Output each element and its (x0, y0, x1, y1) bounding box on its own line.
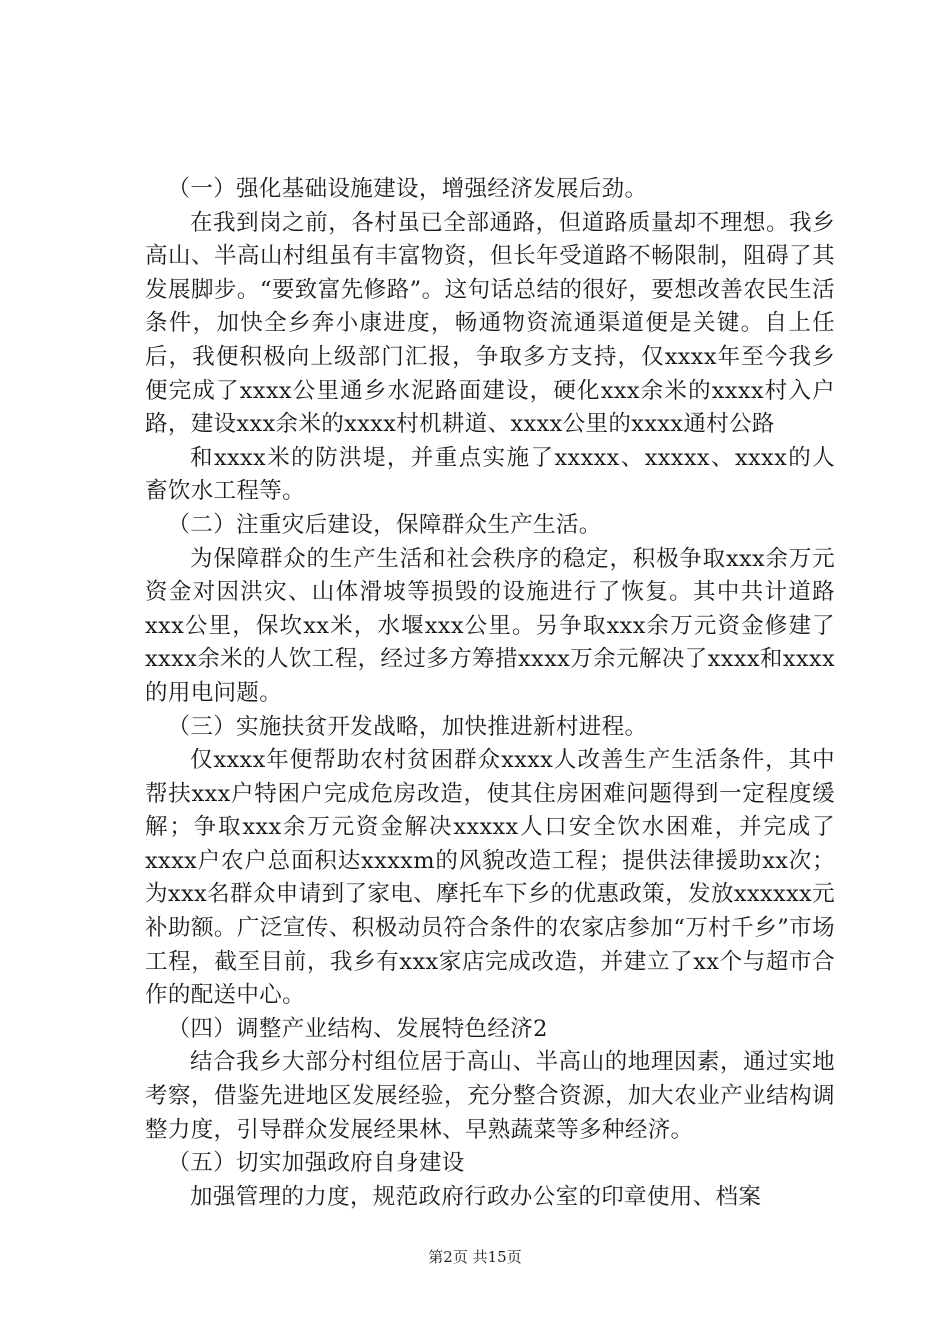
section-heading-5: （五）切实加强政府自身建设 (167, 1150, 465, 1177)
document-body (145, 173, 835, 1214)
paragraph-1: 在我到岗之前，各村虽已全部通路，但道路质量却不理想。我乡高山、半高山村组虽有丰富物资，但长年受道路不畅限制，阻碍了其发展脚步。“要致富先修路”。这句话总结的很好，要想改善农民生活条件，加快全乡奔小康进度，畅通物资流通渠道便是关键。自上任后，我便积极向上级部门汇报，争取多方支持，仅xxxx年至今我乡便完成了xxxx公里通乡水泥路面建设，硬化xxx余米的xxxx村入户路，建设xxx余米的xxxx村机耕道、xxxx公里的xxxx通村公路 (145, 209, 835, 438)
paragraph-3: 为保障群众的生产生活和社会秩序的稳定，积极争取xxx余万元资金对因洪灾、山体滑坡等损毁的设施进行了恢复。其中共计道路xxx公里，保坎xx米，水堰xxx公里。另争取xxx余万元资金修建了xxxx余米的人饮工程，经过多方筹措xxxx万余元解决了xxxx和xxxx的用电问题。 (145, 545, 835, 706)
section-heading-1: （一）强化基础设施建设，增强经济发展后劲。 (167, 176, 648, 202)
page-number-label: 第2页 共15页 (428, 1248, 522, 1266)
section-heading-4: （四）调整产业结构、发展特色经济2 (167, 1015, 548, 1042)
paragraph-2: 和xxxx米的防洪堤，并重点实施了xxxxx、xxxxx、xxxx的人畜饮水工程等。 (145, 444, 835, 505)
page-footer (0, 1247, 950, 1267)
section-heading-2: （二）注重灾后建设，保障群众生产生活。 (167, 511, 602, 538)
paragraph-6: 加强管理的力度，规范政府行政办公室的印章使用、档案 (190, 1183, 762, 1210)
paragraph-4: 仅xxxx年便帮助农村贫困群众xxxx人改善生产生活条件，其中帮扶xxx户特困户完成危房改造，使其住房困难问题得到一定程度缓解；争取xxx余万元资金解决xxxxx人口安全饮水困难，并完成了xxxx户农户总面积达xxxxm的风貌改造工程；提供法律援助xx次；为xxx名群众申请到了家电、摩托车下乡的优惠政策，发放xxxxxx元补助额。广泛宣传、积极动员符合条件的农家店参加“万村千乡”市场工程，截至目前，我乡有xxx家店完成改造，并建立了xx个与超市合作的配送中心。 (145, 747, 835, 1009)
section-heading-3: （三）实施扶贫开发战略，加快推进新村进程。 (167, 713, 648, 740)
paragraph-5: 结合我乡大部分村组位居于高山、半高山的地理因素，通过实地考察，借鉴先进地区发展经验，充分整合资源，加大农业产业结构调整力度，引导群众发展经果林、早熟蔬菜等多种经济。 (145, 1049, 835, 1143)
